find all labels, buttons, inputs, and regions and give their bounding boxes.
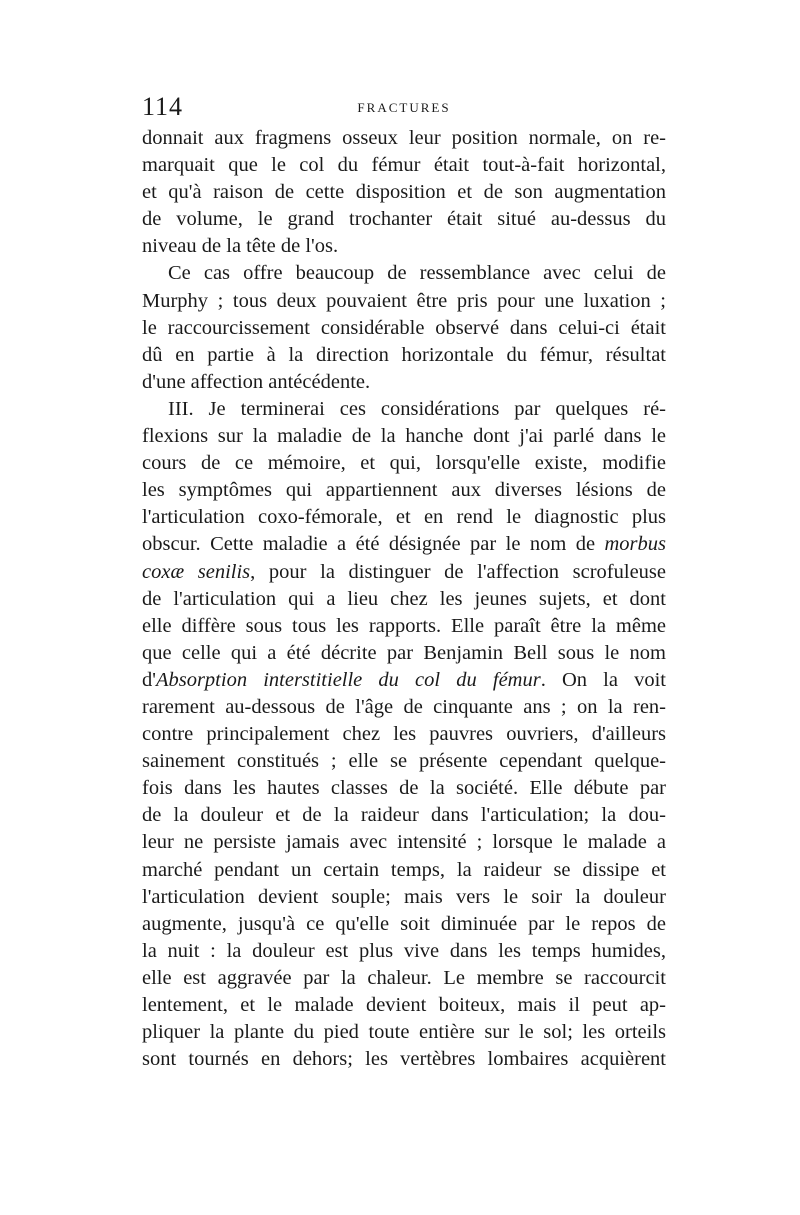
page-header	[142, 92, 666, 120]
text-line: cours de ce mémoire, et qui, lorsqu'elle existe, modifie	[142, 452, 666, 475]
text-line: rarement au-dessous de l'âge de cinquante ans ; on la ren-	[142, 695, 666, 718]
text-line: marché pendant un certain temps, la raideur se dissipe et	[142, 858, 666, 881]
text-line: fois dans les hautes classes de la société. Elle débute par	[142, 777, 666, 800]
text-line	[142, 667, 666, 694]
text-line: la nuit : la douleur est plus vive dans les temps humides,	[142, 939, 666, 962]
text-line: l'articulation devient souple; mais vers le soir la douleur	[142, 885, 666, 908]
text-line: et qu'à raison de cette disposition et de son augmentation	[142, 181, 666, 204]
text-line: niveau de la tête de l'os.	[142, 235, 339, 258]
italic-text: coxæ senilis	[142, 560, 251, 583]
text-line: III. Je terminerai ces considérations par quelques ré-	[168, 397, 666, 420]
text-line: Murphy ; tous deux pouvaient être pris pour une luxation ;	[142, 289, 666, 312]
text-line: flexions sur la maladie de la hanche dont j'ai parlé dans le	[142, 425, 666, 448]
text-line: sont tournés en dehors; les vertèbres lombaires acquièrent	[142, 1048, 666, 1071]
italic-text: morbus	[604, 533, 666, 556]
text-line: sainement constitués ; elle se présente cependant quelque-	[142, 750, 666, 773]
text-line: de l'articulation qui a lieu chez les jeunes sujets, et dont	[142, 587, 666, 610]
page-number: 114	[142, 92, 184, 121]
text-line: que celle qui a été décrite par Benjamin Bell sous le nom	[142, 641, 666, 664]
text-line: lentement, et le malade devient boiteux, mais il peut ap-	[142, 994, 666, 1016]
body-text	[142, 125, 666, 1073]
text-segment: . On la voit	[540, 668, 666, 691]
text-segment: obscur. Cette maladie a été désignée par le nom de	[142, 533, 605, 556]
text-segment: , pour la distinguer de l'affection scrofuleuse	[250, 560, 667, 583]
text-line: dû en partie à la direction horizontale du fémur, résultat	[142, 343, 666, 366]
text-line: contre principalement chez les pauvres ouvriers, d'ailleurs	[142, 723, 666, 746]
text-segment: d'	[142, 668, 156, 691]
text-line: marquait que le col du fémur était tout-à-fait horizontal,	[142, 154, 666, 177]
text-line: augmente, jusqu'à ce qu'elle soit diminuée par le repos de	[142, 912, 666, 935]
text-line: Ce cas offre beaucoup de ressemblance avec celui de	[168, 262, 666, 285]
text-line: leur ne persiste jamais avec intensité ; lorsque le malade a	[142, 831, 666, 854]
text-line: donnait aux fragmens osseux leur position normale, on re-	[142, 127, 666, 149]
text-line: le raccourcissement considérable observé dans celui-ci était	[142, 316, 666, 339]
text-line	[142, 559, 666, 586]
text-line: pliquer la plante du pied toute entière sur le sol; les orteils	[142, 1021, 666, 1044]
running-head: FRACTURES	[357, 100, 451, 115]
text-line: elle est aggravée par la chaleur. Le membre se raccourcit	[142, 966, 666, 989]
text-line: l'articulation coxo-fémorale, et en rend le diagnostic plus	[142, 506, 666, 529]
text-line: de volume, le grand trochanter était situé au-dessus du	[142, 208, 666, 231]
text-line: les symptômes qui appartiennent aux diverses lésions de	[142, 479, 666, 502]
text-line	[142, 531, 666, 558]
text-line: de la douleur et de la raideur dans l'articulation; la dou-	[142, 804, 666, 827]
text-line: elle diffère sous tous les rapports. Elle paraît être la même	[142, 614, 666, 637]
italic-text: Absorption interstitielle du col du fémur	[155, 668, 541, 691]
text-line: d'une affection antécédente.	[142, 370, 371, 393]
